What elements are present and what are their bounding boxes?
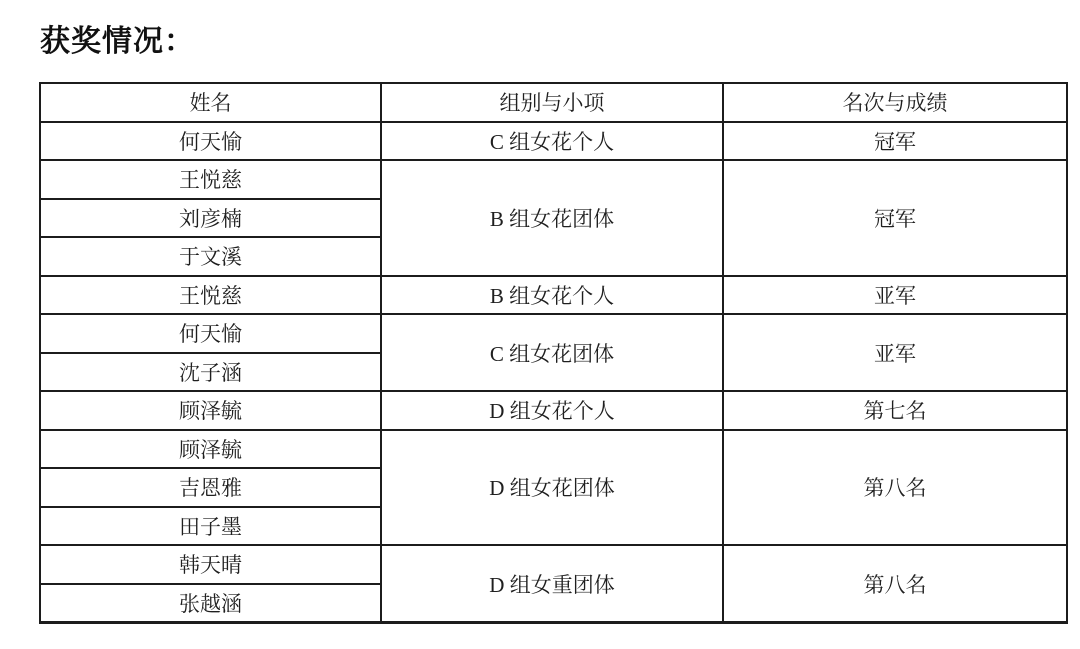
cell-result: 冠军 — [723, 122, 1067, 161]
cell-result: 冠军 — [723, 160, 1067, 276]
cell-name: 何天愉 — [40, 122, 381, 161]
awards-table — [39, 82, 1068, 624]
cell-name: 刘彦楠 — [40, 199, 381, 238]
column-header-event: 组别与小项 — [381, 83, 723, 122]
table-row — [40, 276, 1067, 315]
cell-name: 王悦慈 — [40, 276, 381, 315]
cell-event: B 组女花团体 — [381, 160, 723, 276]
cell-event: D 组女重团体 — [381, 545, 723, 623]
table-row — [40, 314, 1067, 353]
cell-name: 顾泽毓 — [40, 430, 381, 469]
cell-name: 田子墨 — [40, 507, 381, 546]
cell-name: 王悦慈 — [40, 160, 381, 199]
cell-name: 于文溪 — [40, 237, 381, 276]
cell-name: 韩天晴 — [40, 545, 381, 584]
column-header-name: 姓名 — [40, 83, 381, 122]
cell-name: 沈子涵 — [40, 353, 381, 392]
page-title: 获奖情况： — [40, 25, 195, 58]
cell-result: 第八名 — [723, 430, 1067, 546]
table-row — [40, 430, 1067, 469]
cell-result: 亚军 — [723, 276, 1067, 315]
table-row — [40, 391, 1067, 430]
table-header-row — [40, 83, 1067, 122]
cell-event: B 组女花个人 — [381, 276, 723, 315]
cell-event: D 组女花个人 — [381, 391, 723, 430]
column-header-result: 名次与成绩 — [723, 83, 1067, 122]
cell-name: 何天愉 — [40, 314, 381, 353]
cell-event: C 组女花个人 — [381, 122, 723, 161]
cell-name: 张越涵 — [40, 584, 381, 623]
table-row — [40, 160, 1067, 199]
cell-result: 亚军 — [723, 314, 1067, 391]
cell-result: 第七名 — [723, 391, 1067, 430]
cell-name: 吉恩雅 — [40, 468, 381, 507]
cell-event: D 组女花团体 — [381, 430, 723, 546]
table-row — [40, 122, 1067, 161]
cell-result: 第八名 — [723, 545, 1067, 623]
cell-name: 顾泽毓 — [40, 391, 381, 430]
cell-event: C 组女花团体 — [381, 314, 723, 391]
table-row — [40, 545, 1067, 584]
